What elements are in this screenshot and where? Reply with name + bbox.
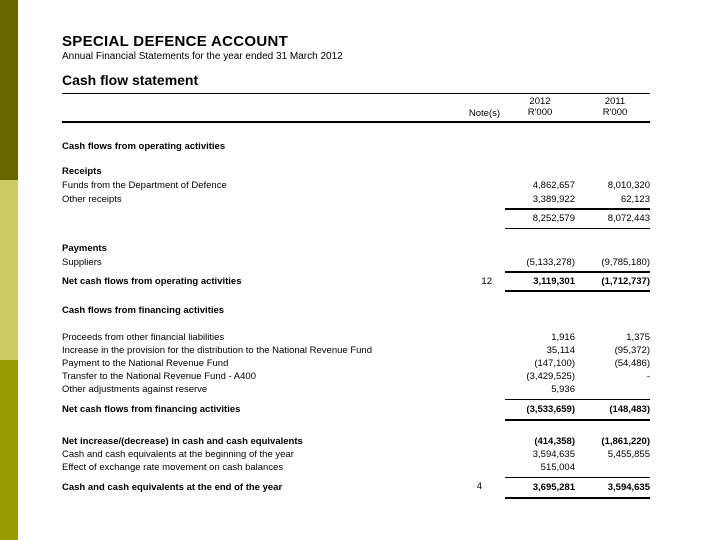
value-2012: 4,862,657: [532, 180, 575, 191]
value-2012: 3,119,301: [533, 276, 575, 287]
row-label: Cash and cash equivalents at the beginning of the year: [62, 449, 294, 460]
value-2011: 1,375: [626, 332, 650, 343]
value-2011: (54,486): [614, 358, 650, 369]
unit-2012-header: R'000: [527, 107, 553, 118]
row-label: Proceeds from other financial liabilities: [62, 332, 225, 343]
value-2012: 3,594,635: [532, 449, 575, 460]
row-label: Increase in the provision for the distribution to the National Revenue Fund: [62, 345, 372, 356]
value-2012: (3,533,659): [526, 404, 575, 415]
value-2011: (9,785,180): [601, 257, 650, 268]
value-2011: (1,861,220): [601, 436, 650, 447]
value-2011: 8,010,320: [607, 180, 650, 191]
value-2012: (147,100): [534, 358, 575, 369]
note-ref: 4: [476, 481, 482, 492]
document-title: SPECIAL DEFENCE ACCOUNT: [62, 33, 289, 50]
total-rule: [505, 497, 650, 499]
receipts-title: Receipts: [62, 166, 102, 177]
value-2012: 3,389,922: [532, 194, 575, 205]
row-label: Funds from the Department of Defence: [62, 180, 227, 191]
subtotal-rule: [505, 208, 650, 210]
value-2012: 5,936: [551, 384, 575, 395]
unit-2011-header: R'000: [602, 107, 628, 118]
subtotal-rule: [505, 477, 650, 478]
row-label: Other adjustments against reserve: [62, 384, 208, 395]
subtotal-rule: [505, 399, 650, 400]
value-2011: 62,123: [620, 194, 650, 205]
decorative-strip-top: [0, 0, 18, 180]
statement-title: Cash flow statement: [62, 72, 199, 88]
value-2011: -: [646, 371, 650, 382]
decorative-strip-middle: [0, 180, 18, 360]
row-label: Cash and cash equivalents at the end of the year: [62, 482, 283, 493]
value-2012: (414,358): [534, 436, 575, 447]
row-label: Other receipts: [62, 194, 122, 205]
value-2011: 8,072,443: [607, 213, 650, 224]
row-label: Transfer to the National Revenue Fund - A400: [62, 371, 256, 382]
value-2012: 515,004: [540, 462, 575, 473]
subtotal-rule: [505, 228, 650, 229]
subtotal-rule: [505, 271, 650, 273]
decorative-strip-bottom: [0, 360, 18, 540]
header-rule-top: [62, 93, 650, 94]
value-2012: 1,916: [551, 332, 575, 343]
value-2011: 3,594,635: [607, 482, 650, 493]
row-label: Effect of exchange rate movement on cash balances: [62, 462, 284, 473]
row-label: Net cash flows from financing activities: [62, 404, 241, 415]
payments-title: Payments: [62, 243, 107, 254]
value-2012: 8,252,579: [532, 213, 575, 224]
value-2012: 35,114: [546, 345, 575, 356]
row-label: Payment to the National Revenue Fund: [62, 358, 229, 369]
document-subtitle: Annual Financial Statements for the year ended 31 March 2012: [62, 51, 343, 62]
value-2011: (1,712,737): [601, 276, 650, 287]
value-2012: (3,429,525): [526, 371, 575, 382]
total-rule: [505, 290, 650, 292]
header-rule-bottom: [62, 121, 650, 123]
row-label: Net cash flows from operating activities: [62, 276, 242, 287]
note-ref: 12: [481, 276, 492, 287]
year-2012-header: 2012: [529, 96, 551, 107]
section-operating-title: Cash flows from operating activities: [62, 141, 226, 152]
value-2011: (148,483): [609, 404, 650, 415]
value-2011: (95,372): [614, 345, 650, 356]
section-financing-title: Cash flows from financing activities: [62, 305, 225, 316]
value-2012: 3,695,281: [532, 482, 575, 493]
row-label: Suppliers: [62, 257, 102, 268]
total-rule: [505, 419, 650, 421]
value-2011: 5,455,855: [607, 449, 650, 460]
year-2011-header: 2011: [604, 96, 626, 107]
notes-column-header: Note(s): [468, 108, 500, 119]
value-2012: (5,133,278): [526, 257, 575, 268]
row-label: Net increase/(decrease) in cash and cash equivalents: [62, 436, 303, 447]
